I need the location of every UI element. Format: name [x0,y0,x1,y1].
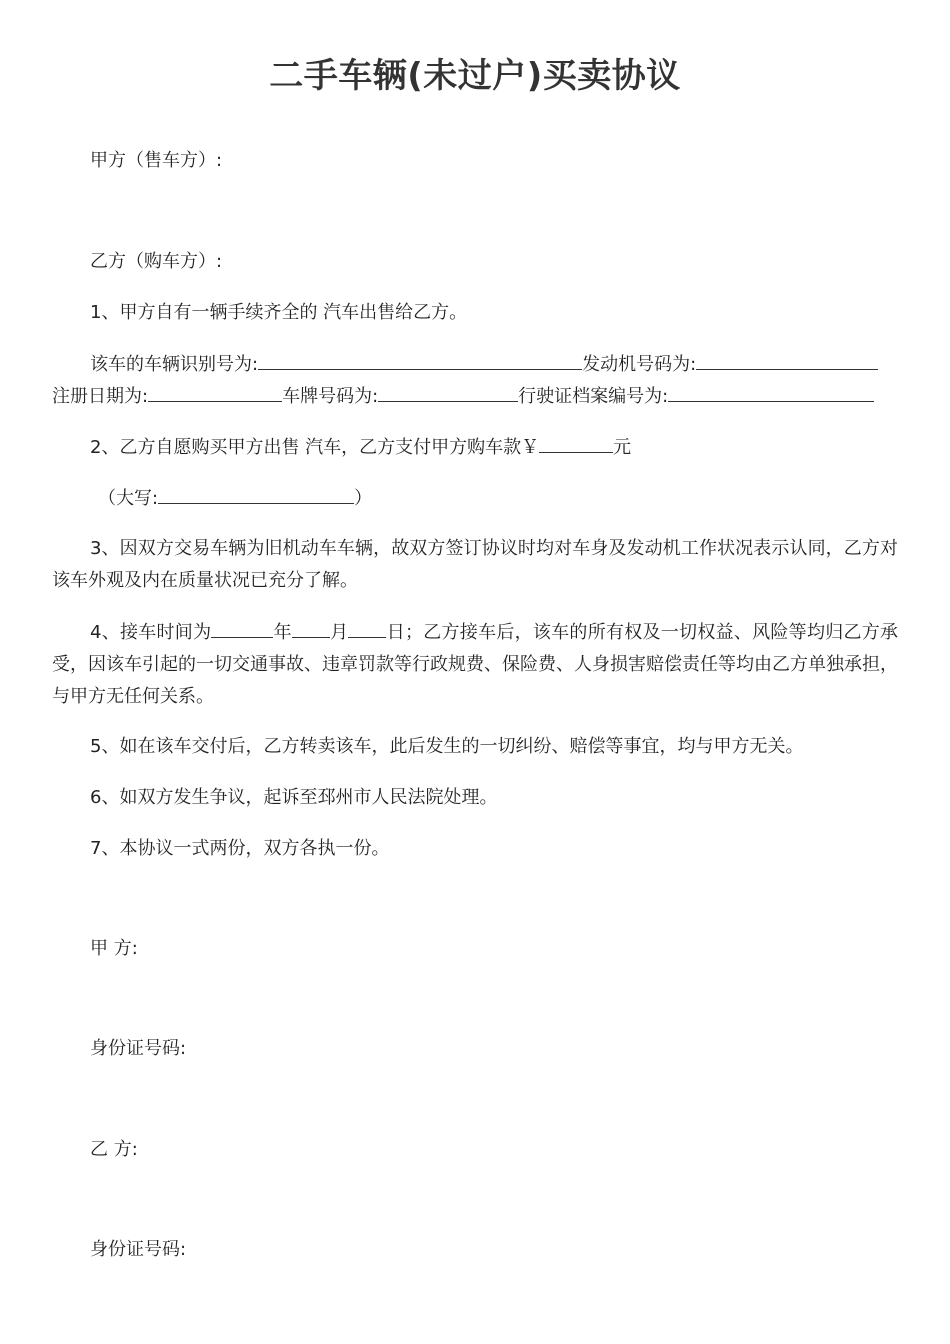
clause-2 [52,431,898,464]
price-unit: 元 [613,437,632,458]
clause-2-daxie [52,482,944,515]
license-blank [668,380,874,402]
daxie-close: ） [354,488,373,509]
clause-2-text: 2、乙方自愿购买甲方出售 汽车，乙方支付甲方购车款￥ [90,437,540,458]
vin-label: 该车的车辆识别号为: [90,354,259,375]
vehicle-id-line [52,348,898,381]
sign-party-a-id: 身份证号码: [90,1038,187,1059]
party-b-line: 乙方（购车方）: [90,251,223,272]
engine-label: 发动机号码为: [582,354,697,375]
sign-party-a: 甲 方: [90,938,138,959]
clause-7: 7、本协议一式两份，双方各执一份。 [90,838,390,859]
clause-4-rest: 日；乙方接车后，该车的所有权及一切权益、风险等均归乙方承受，因该车引起的一切交通事故、违章罚款等行政规费、保险费、人身损害赔偿责任等均由乙方单独承担，与甲方无任何关系。 [52,622,899,707]
plate-blank [378,380,518,402]
sign-party-b-id: 身份证号码: [90,1239,187,1260]
vehicle-registration-line [52,380,898,413]
year-blank [211,616,273,638]
sign-party-b: 乙 方: [90,1139,138,1160]
year-label: 年 [273,622,292,643]
month-label: 月 [329,622,349,643]
clause-1: 1、甲方自有一辆手续齐全的 汽车出售给乙方。 [90,302,468,323]
reg-date-blank [148,380,282,402]
engine-blank [696,348,878,370]
day-blank [348,616,386,638]
clause-4-prefix: 4、接车时间为 [90,622,212,643]
license-label: 行驶证档案编号为: [518,386,669,407]
clause-3: 3、因双方交易车辆为旧机动车车辆，故双方签订协议时均对车身及发动机工作状况表示认同，乙方对该车外观及内在质量状况已充分了解。 [52,538,898,591]
clause-4 [52,616,898,713]
vin-blank [258,348,582,370]
price-blank [539,431,613,453]
document-title: 二手车辆(未过户)买卖协议 [269,56,681,96]
party-a-line: 甲方（售车方）: [90,150,223,171]
clause-5: 5、如在该车交付后，乙方转卖该车，此后发生的一切纠纷、赔偿等事宜，均与甲方无关。 [90,736,804,757]
reg-date-label: 注册日期为: [52,386,149,407]
plate-label: 车牌号码为: [282,386,379,407]
daxie-label: （大写: [98,488,159,509]
clause-6: 6、如双方发生争议，起诉至邳州市人民法院处理。 [90,787,498,808]
month-blank [292,616,330,638]
daxie-blank [158,482,354,504]
